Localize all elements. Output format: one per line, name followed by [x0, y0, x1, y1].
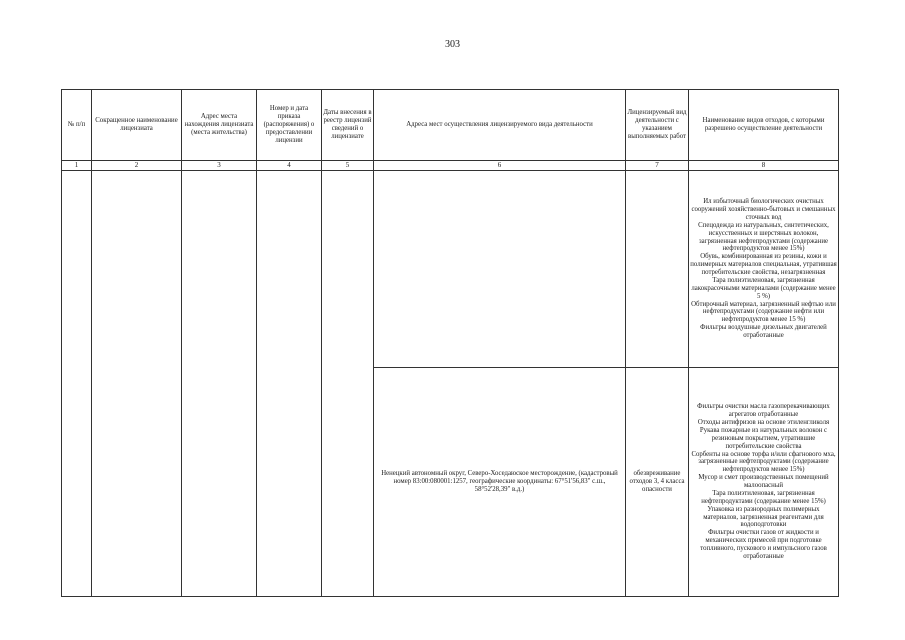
waste-item: Сорбенты на основе торфа и/или сфагнового мха, загрязненные нефтепродуктами (содержание нефтепродуктов менее 15%)	[691, 450, 836, 474]
cell-licensee-name	[92, 171, 182, 597]
column-number: 8	[689, 161, 839, 171]
waste-item: Мусор и смет производственных помещений малоопасный	[698, 474, 829, 489]
header-row	[62, 90, 839, 161]
waste-item: Ил избыточный биологических очистных сооружений хозяйственно-бытовых и смешанных сточных вод	[691, 198, 836, 221]
waste-item: Тара полиэтиленовая, загрязненная нефтепродуктами (содержание менее 15%)	[701, 489, 826, 505]
cell-activity-type: обезвреживание отходов 3, 4 класса опасности	[626, 368, 689, 597]
column-number: 5	[322, 161, 374, 171]
waste-item: Отходы антифризов на основе этиленгликоля	[697, 419, 830, 426]
cell-licensee-address	[182, 171, 257, 597]
column-number: 2	[92, 161, 182, 171]
header-cell-activity-addresses: Адреса мест осуществления лицензируемого вида деятельности	[374, 90, 626, 161]
cell-registry-dates	[322, 171, 374, 597]
header-cell-registry-dates: Даты внесения в реестр лицензий сведений о лицензиате	[322, 90, 374, 161]
column-number: 7	[626, 161, 689, 171]
column-number: 4	[257, 161, 322, 171]
cell-order	[257, 171, 322, 597]
cell-activity-address: Ненецкий автономный округ, Северо-Хоседаюское месторождение, (кадастровый номер 83:00:080001:1257, географические координаты: 67°51'56,83" с.ш., 58°52'28,39" в.д.)	[374, 368, 626, 597]
page-number: 303	[445, 39, 460, 50]
waste-item: Фильтры очистки газов от жидкости и механических примесей при подготовке топливного, пускового и импульсного газов отработанные	[700, 529, 827, 560]
waste-item: Спецодежда из натуральных, синтетических, искусственных и шерстяных волокон, загрязненная нефтепродуктами (содержание нефтепродуктов менее 15%)	[698, 221, 829, 253]
header-cell-number: № п/п	[62, 90, 92, 161]
cell-activity-address	[374, 171, 626, 368]
waste-item: Упаковка из разнородных полимерных материалов, загрязненная реагентами для водоподготовки	[703, 505, 824, 529]
waste-item: Тара полиэтиленовая, загрязненная лакокрасочными материалами (содержание менее 5 %)	[691, 276, 836, 300]
column-number: 1	[62, 161, 92, 171]
column-number: 6	[374, 161, 626, 171]
header-cell-licensee-name: Сокращенное наименование лицензиата	[92, 90, 182, 161]
waste-item: Фильтры воздушные дизельных двигателей отработанные	[700, 324, 827, 339]
header-cell-activity-type: Лицензируемый вид деятельности с указанием выполняемых работ	[626, 90, 689, 161]
cell-waste-types	[689, 171, 839, 368]
header-cell-waste-types: Наименование видов отходов, с которыми разрешено осуществление деятельности	[689, 90, 839, 161]
header-cell-licensee-address: Адрес места нахождения лицензиата (места жительства)	[182, 90, 257, 161]
waste-item: Рукава пожарные из натуральных волокон с резиновым покрытием, утратившие потребительские свойства	[699, 426, 828, 450]
cell-activity-type	[626, 171, 689, 368]
header-cell-order: Номер и дата приказа (распоряжения) о предоставлении лицензии	[257, 90, 322, 161]
cell-waste-types	[689, 368, 839, 597]
cell-number	[62, 171, 92, 597]
table-row	[62, 171, 839, 368]
waste-item: Обувь, комбинированная из резины, кожи и полимерных материалов специальная, утратившая потребительские свойства, незагрязненная	[690, 253, 837, 276]
waste-item: Фильтры очистки масла газоперекачивающих агрегатов отработанные	[697, 403, 830, 419]
waste-item: Обтирочный материал, загрязненный нефтью или нефтепродуктами (содержание нефти или нефтепродуктов менее 15 %)	[691, 300, 836, 324]
license-table	[61, 89, 839, 597]
column-number: 3	[182, 161, 257, 171]
column-numbers-row	[62, 161, 839, 171]
